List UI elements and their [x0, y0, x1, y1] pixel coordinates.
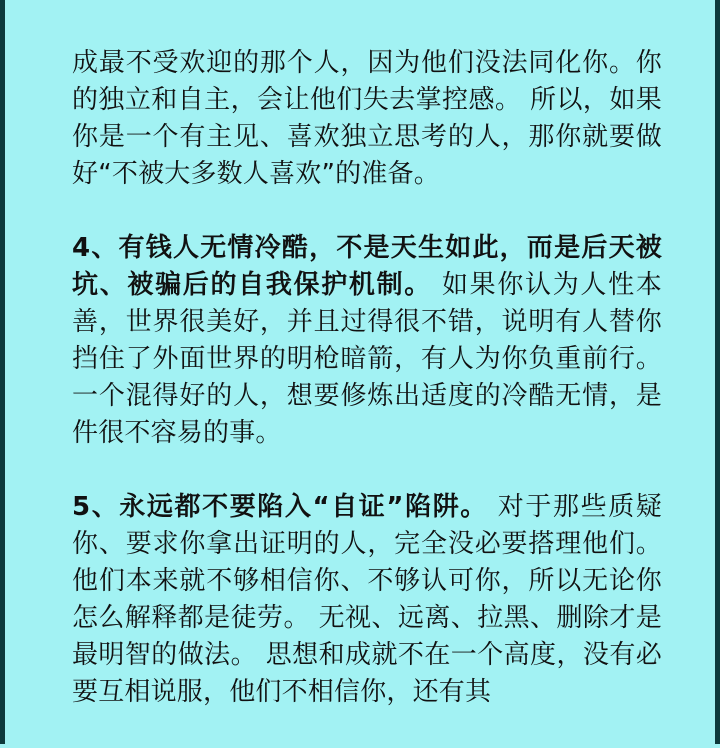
paragraph-2 — [72, 230, 662, 452]
right-border — [715, 0, 720, 744]
article-body — [72, 45, 662, 748]
paragraph-2-heading: 4、有钱人无情冷酷，不是天生如此，而是后天被坑、被骗后的自我保护机制。 — [72, 233, 662, 300]
paragraph-3-heading: 5、永远都不要陷入“自证”陷阱。 — [72, 492, 488, 522]
paragraph-3-text: 对于那些质疑你、要求你拿出证明的人，完全没必要搭理他们。 他们本来就不够相信你、不够认可你，所以无论你怎么解释都是徒劳。 无视、远离、拉黑、删除才是最明智的做法。 思想和成就不在一个高度，没有必要互相说服，他们不相信你，还有其 — [72, 492, 663, 707]
paragraph-2-text: 如果你认为人性本善，世界很美好，并且过得很不错，说明有人替你挡住了外面世界的明枪暗箭，有人为你负重前行。 一个混得好的人，想要修炼出适度的冷酷无情，是件很不容易的事。 — [72, 270, 662, 448]
paragraph-1 — [72, 45, 662, 193]
paragraph-3 — [72, 489, 662, 711]
paragraph-1-text: 成最不受欢迎的那个人，因为他们没法同化你。你的独立和自主，会让他们失去掌控感。 所以，如果你是一个有主见、喜欢独立思考的人，那你就要做好“不被大多数人喜欢”的准备。 — [72, 48, 662, 189]
left-border — [0, 0, 5, 744]
